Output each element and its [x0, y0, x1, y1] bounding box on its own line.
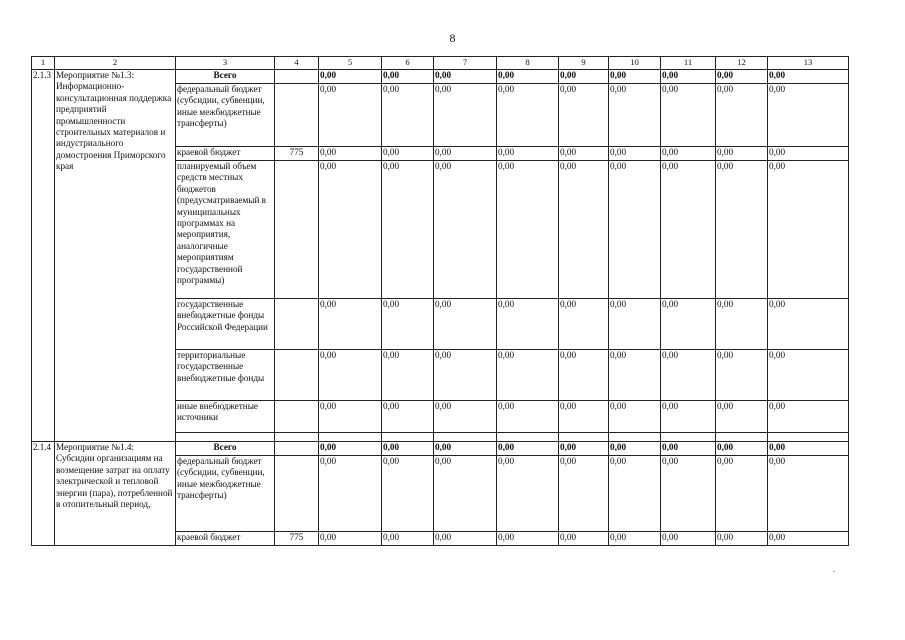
- value-cell: 0,00: [559, 147, 609, 161]
- value-cell: 0,00: [661, 442, 716, 456]
- value-cell: 0,00: [434, 84, 497, 147]
- measure-title: Мероприятие №1.4: Субсидии организациям на возмещение затрат на оплату электрической и тепловой энергии (пара), потребленной в отопительный период,: [55, 442, 176, 546]
- funding-source: краевой бюджет: [176, 147, 275, 161]
- page-number: 8: [449, 31, 456, 45]
- value-cell: 0,00: [434, 299, 497, 350]
- column-number: 10: [609, 57, 661, 70]
- value-cell: 0,00: [497, 456, 559, 532]
- column-number: 2: [55, 57, 176, 70]
- value-cell: 0,00: [559, 350, 609, 401]
- value-cell: 0,00: [434, 350, 497, 401]
- value-cell: 0,00: [716, 161, 768, 299]
- value-cell: 0,00: [497, 401, 559, 433]
- value-cell: 0,00: [434, 456, 497, 532]
- value-cell: 0,00: [319, 532, 382, 546]
- value-cell: 0,00: [497, 84, 559, 147]
- value-cell: 0,00: [609, 350, 661, 401]
- value-cell: 0,00: [434, 161, 497, 299]
- value-cell: 0,00: [768, 84, 849, 147]
- value-cell: 0,00: [768, 401, 849, 433]
- value-cell: 0,00: [768, 456, 849, 532]
- value-cell: 0,00: [768, 70, 849, 84]
- value-cell: 0,00: [319, 84, 382, 147]
- value-cell: 0,00: [609, 161, 661, 299]
- empty-cell: [176, 433, 275, 442]
- scan-speck: [833, 571, 835, 572]
- value-cell: 0,00: [768, 299, 849, 350]
- funding-source: краевой бюджет: [176, 532, 275, 546]
- value-cell: 0,00: [768, 442, 849, 456]
- value-cell: 0,00: [716, 70, 768, 84]
- value-cell: 0,00: [609, 532, 661, 546]
- value-cell: 0,00: [434, 401, 497, 433]
- value-cell: 0,00: [609, 70, 661, 84]
- funding-source: федеральный бюджет (субсидии, субвенции, иные межбюджетные трансферты): [176, 456, 275, 532]
- value-cell: 0,00: [434, 147, 497, 161]
- value-cell: 0,00: [559, 401, 609, 433]
- value-cell: 0,00: [716, 84, 768, 147]
- value-cell: 0,00: [382, 532, 434, 546]
- value-cell: 0,00: [661, 532, 716, 546]
- value-cell: 0,00: [319, 401, 382, 433]
- table-row: [32, 70, 849, 84]
- value-cell: 0,00: [497, 299, 559, 350]
- grbs-code: 775: [275, 532, 319, 546]
- value-cell: 0,00: [768, 161, 849, 299]
- value-cell: 0,00: [661, 350, 716, 401]
- column-number: 7: [434, 57, 497, 70]
- value-cell: 0,00: [559, 161, 609, 299]
- value-cell: 0,00: [716, 147, 768, 161]
- grbs-code: 775: [275, 147, 319, 161]
- column-number: 12: [716, 57, 768, 70]
- value-cell: 0,00: [661, 84, 716, 147]
- value-cell: 0,00: [559, 70, 609, 84]
- value-cell: 0,00: [609, 299, 661, 350]
- column-number: 6: [382, 57, 434, 70]
- column-number: 4: [275, 57, 319, 70]
- empty-cell: [275, 433, 319, 442]
- value-cell: 0,00: [661, 299, 716, 350]
- value-cell: 0,00: [497, 70, 559, 84]
- funding-source: территориальные государственные внебюджетные фонды: [176, 350, 275, 401]
- column-number: 8: [497, 57, 559, 70]
- value-cell: 0,00: [382, 350, 434, 401]
- empty-cell: [497, 433, 559, 442]
- empty-cell: [768, 433, 849, 442]
- value-cell: 0,00: [716, 299, 768, 350]
- value-cell: 0,00: [609, 401, 661, 433]
- column-number: 11: [661, 57, 716, 70]
- grbs-code: [275, 161, 319, 299]
- empty-cell: [661, 433, 716, 442]
- value-cell: 0,00: [319, 299, 382, 350]
- column-number: 3: [176, 57, 275, 70]
- empty-cell: [382, 433, 434, 442]
- value-cell: 0,00: [382, 299, 434, 350]
- grbs-code: [275, 442, 319, 456]
- value-cell: 0,00: [661, 401, 716, 433]
- value-cell: 0,00: [716, 401, 768, 433]
- value-cell: 0,00: [559, 442, 609, 456]
- value-cell: 0,00: [559, 456, 609, 532]
- value-cell: 0,00: [661, 70, 716, 84]
- value-cell: 0,00: [497, 532, 559, 546]
- grbs-code: [275, 299, 319, 350]
- value-cell: 0,00: [661, 456, 716, 532]
- value-cell: 0,00: [768, 147, 849, 161]
- column-number: 13: [768, 57, 849, 70]
- value-cell: 0,00: [559, 84, 609, 147]
- value-cell: 0,00: [382, 147, 434, 161]
- value-cell: 0,00: [609, 442, 661, 456]
- value-cell: 0,00: [319, 147, 382, 161]
- value-cell: 0,00: [497, 350, 559, 401]
- value-cell: 0,00: [716, 442, 768, 456]
- value-cell: 0,00: [768, 532, 849, 546]
- value-cell: 0,00: [559, 532, 609, 546]
- value-cell: 0,00: [434, 70, 497, 84]
- funding-source: федеральный бюджет (субсидии, субвенции, иные межбюджетные трансферты): [176, 84, 275, 147]
- value-cell: 0,00: [661, 161, 716, 299]
- value-cell: 0,00: [382, 70, 434, 84]
- column-number: 9: [559, 57, 609, 70]
- value-cell: 0,00: [382, 84, 434, 147]
- value-cell: 0,00: [559, 299, 609, 350]
- empty-cell: [319, 433, 382, 442]
- value-cell: 0,00: [716, 456, 768, 532]
- table-row: [32, 442, 849, 456]
- value-cell: 0,00: [434, 442, 497, 456]
- column-number: 1: [32, 57, 55, 70]
- value-cell: 0,00: [319, 442, 382, 456]
- value-cell: 0,00: [497, 442, 559, 456]
- funding-source: Всего: [176, 70, 275, 84]
- funding-source: иные внебюджетные источники: [176, 401, 275, 433]
- value-cell: 0,00: [609, 456, 661, 532]
- grbs-code: [275, 70, 319, 84]
- funding-source: государственные внебюджетные фонды Российской Федерации: [176, 299, 275, 350]
- grbs-code: [275, 350, 319, 401]
- measure-code: 2.1.3: [32, 70, 55, 442]
- empty-cell: [434, 433, 497, 442]
- column-number: 5: [319, 57, 382, 70]
- value-cell: 0,00: [661, 147, 716, 161]
- funding-source: планируемый объем средств местных бюджетов (предусматриваемый в муниципальных программах на мероприятия, аналогичные мероприятиям государственной программы): [176, 161, 275, 299]
- grbs-code: [275, 401, 319, 433]
- column-number-row: [32, 57, 849, 70]
- value-cell: 0,00: [497, 147, 559, 161]
- value-cell: 0,00: [382, 456, 434, 532]
- value-cell: 0,00: [382, 442, 434, 456]
- grbs-code: [275, 456, 319, 532]
- measure-title: Мероприятие №1.3: Информационно-консультационная поддержка предприятий промышленности строительных материалов и индустриального домостроения Приморского края: [55, 70, 176, 442]
- value-cell: 0,00: [609, 84, 661, 147]
- value-cell: 0,00: [609, 147, 661, 161]
- empty-cell: [559, 433, 609, 442]
- empty-cell: [716, 433, 768, 442]
- funding-source: Всего: [176, 442, 275, 456]
- value-cell: 0,00: [319, 161, 382, 299]
- empty-cell: [609, 433, 661, 442]
- value-cell: 0,00: [434, 532, 497, 546]
- value-cell: 0,00: [716, 350, 768, 401]
- grbs-code: [275, 84, 319, 147]
- value-cell: 0,00: [716, 532, 768, 546]
- value-cell: 0,00: [497, 161, 559, 299]
- value-cell: 0,00: [319, 350, 382, 401]
- value-cell: 0,00: [382, 401, 434, 433]
- budget-table: [31, 56, 849, 546]
- value-cell: 0,00: [319, 70, 382, 84]
- measure-code: 2.1.4: [32, 442, 55, 546]
- value-cell: 0,00: [382, 161, 434, 299]
- value-cell: 0,00: [319, 456, 382, 532]
- value-cell: 0,00: [768, 350, 849, 401]
